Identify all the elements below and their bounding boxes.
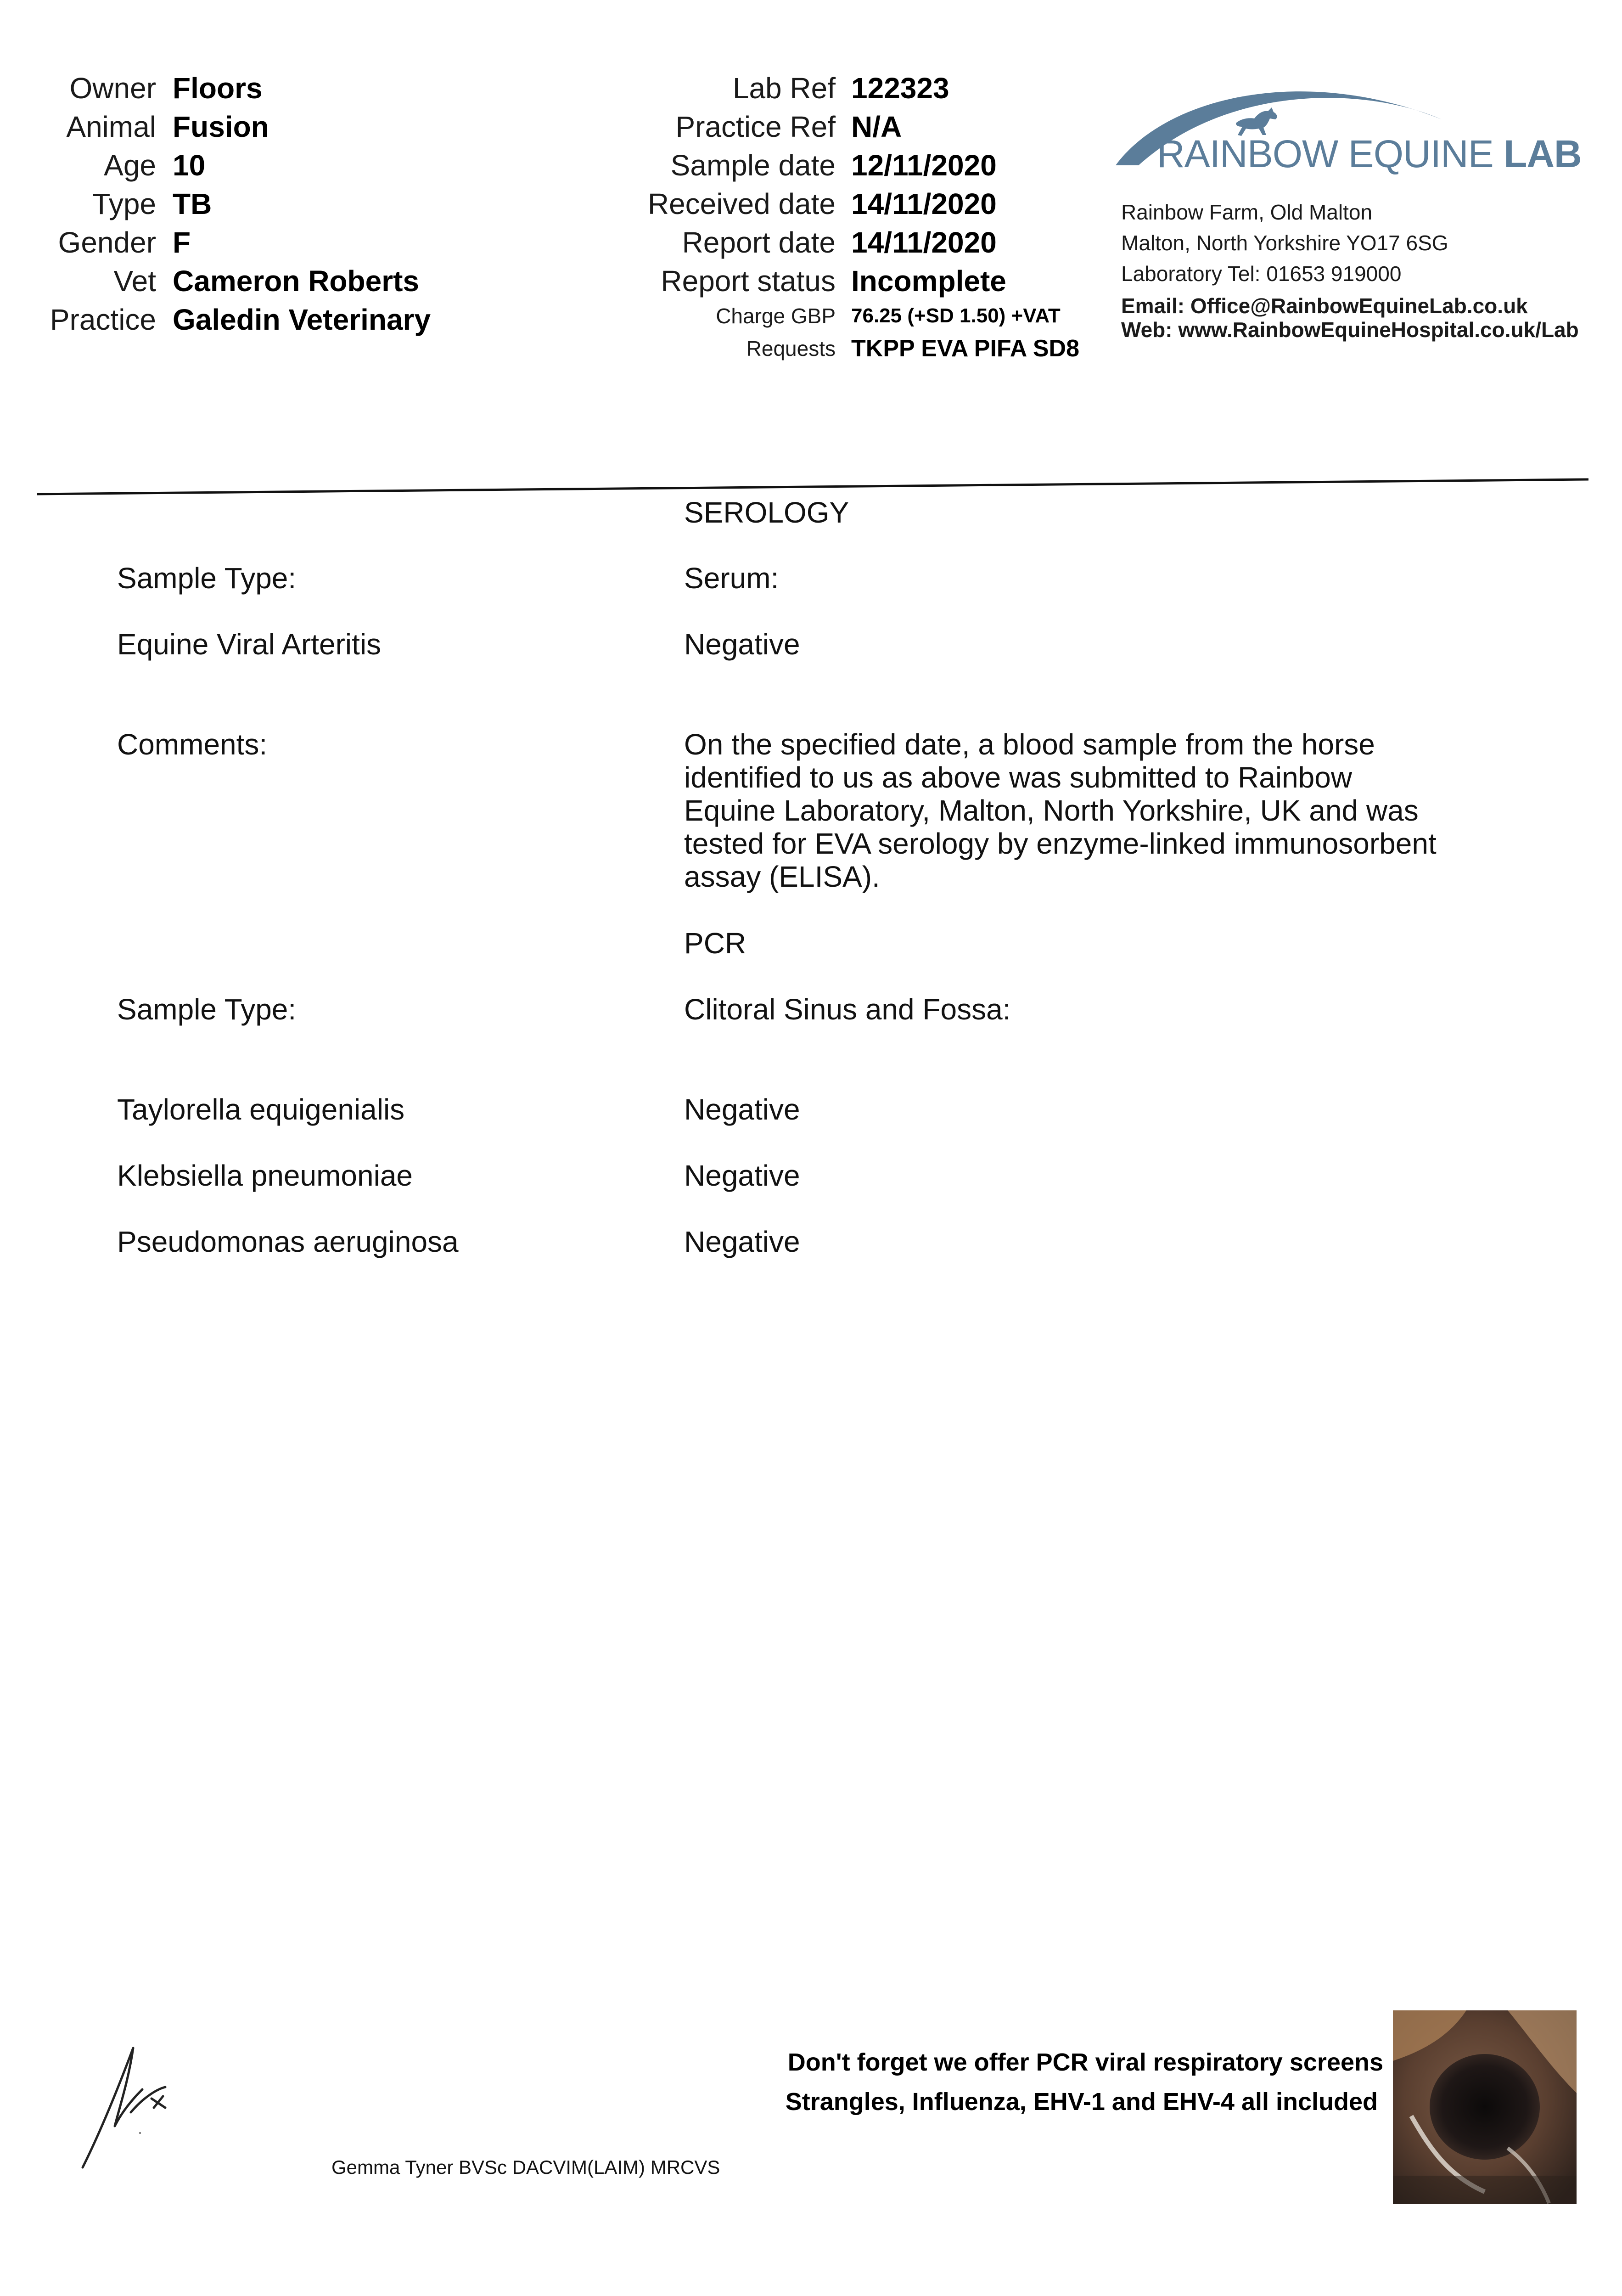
lab-web-link[interactable]: Web: www.RainbowEquineHospital.co.uk/Lab — [1121, 318, 1579, 342]
type-label: Type — [92, 187, 156, 220]
horse-nostril-photo — [1393, 2010, 1577, 2204]
test-name-pseudomonas: Pseudomonas aeruginosa — [117, 1225, 459, 1258]
signature-mark — [73, 2039, 179, 2177]
practice-label: Practice — [50, 303, 156, 336]
lab-info — [597, 73, 1079, 362]
received-date-value: 14/11/2020 — [851, 187, 997, 220]
age-value: 10 — [173, 149, 206, 182]
requests-label: Requests — [746, 337, 836, 360]
charge-label: Charge GBP — [716, 304, 836, 328]
test-result-pseudomonas: Negative — [684, 1225, 800, 1258]
sample-date-value: 12/11/2020 — [851, 149, 997, 182]
received-date-label: Received date — [647, 187, 836, 220]
requests-value: TKPP EVA PIFA SD8 — [851, 335, 1080, 362]
signer-name: Gemma Tyner BVSc DACVIM(LAIM) MRCVS — [331, 2156, 720, 2178]
patient-info — [28, 73, 431, 335]
report-status-label: Report status — [661, 264, 836, 298]
pcr-sample-type-label: Sample Type: — [117, 993, 297, 1026]
vet-value: Cameron Roberts — [173, 264, 419, 298]
owner-value: Floors — [173, 72, 263, 105]
logo-name-bold: LAB — [1504, 132, 1582, 175]
vet-label: Vet — [113, 264, 156, 298]
report-date-label: Report date — [682, 226, 836, 259]
pcr-sample-type-value: Clitoral Sinus and Fossa: — [684, 993, 1011, 1026]
practice-ref-label: Practice Ref — [675, 110, 836, 143]
address-line-1: Rainbow Farm, Old Malton — [1121, 200, 1373, 224]
type-value: TB — [173, 187, 212, 220]
test-name-klebsiella: Klebsiella pneumoniae — [117, 1159, 413, 1192]
test-result-eva: Negative — [684, 628, 800, 661]
test-result-klebsiella: Negative — [684, 1159, 800, 1192]
animal-label: Animal — [66, 110, 156, 143]
charge-value: 76.25 (+SD 1.50) +VAT — [851, 304, 1061, 327]
gender-label: Gender — [58, 226, 156, 259]
serology-title: SEROLOGY — [684, 496, 849, 529]
serology-sample-type-value: Serum: — [684, 562, 779, 595]
owner-label: Owner — [69, 72, 156, 105]
comments-text: On the specified date, a blood sample from the horse identified to us as above was submitted to Rainbow Equine Laboratory, Malton, North Yorkshire, UK and was tested for EVA serology by enzyme-linked immunosorbent assay (ELISA). — [684, 728, 1437, 893]
test-name-eva: Equine Viral Arteritis — [117, 628, 382, 661]
promo-line-2: Strangles, Influenza, EHV-1 and EHV-4 all included — [785, 2088, 1378, 2116]
promo-line-1: Don't forget we offer PCR viral respiratory screens — [787, 2048, 1383, 2076]
practice-ref-value: N/A — [851, 110, 902, 143]
practice-value: Galedin Veterinary — [173, 303, 431, 336]
animal-value: Fusion — [173, 110, 269, 143]
age-label: Age — [104, 149, 156, 182]
logo-name: RAINBOW EQUINE — [1157, 132, 1493, 175]
serology-sample-type-label: Sample Type: — [117, 562, 297, 595]
address-line-2: Malton, North Yorkshire YO17 6SG — [1121, 231, 1448, 255]
lab-ref-label: Lab Ref — [732, 72, 836, 105]
sample-date-label: Sample date — [670, 149, 836, 182]
lab-ref-value: 122323 — [851, 72, 949, 105]
report-date-value: 14/11/2020 — [851, 226, 997, 259]
comments-label: Comments: — [117, 728, 268, 761]
horse-icon — [1236, 107, 1277, 136]
test-result-taylorella: Negative — [684, 1093, 800, 1126]
pcr-title: PCR — [684, 927, 746, 960]
gender-value: F — [173, 226, 191, 259]
report-status-value: Incomplete — [851, 264, 1006, 298]
test-name-taylorella: Taylorella equigenialis — [117, 1093, 405, 1126]
lab-email-link[interactable]: Email: Office@RainbowEquineLab.co.uk — [1121, 294, 1528, 318]
lab-telephone: Laboratory Tel: 01653 919000 — [1121, 262, 1402, 286]
logo-wordmark — [1157, 133, 1582, 174]
